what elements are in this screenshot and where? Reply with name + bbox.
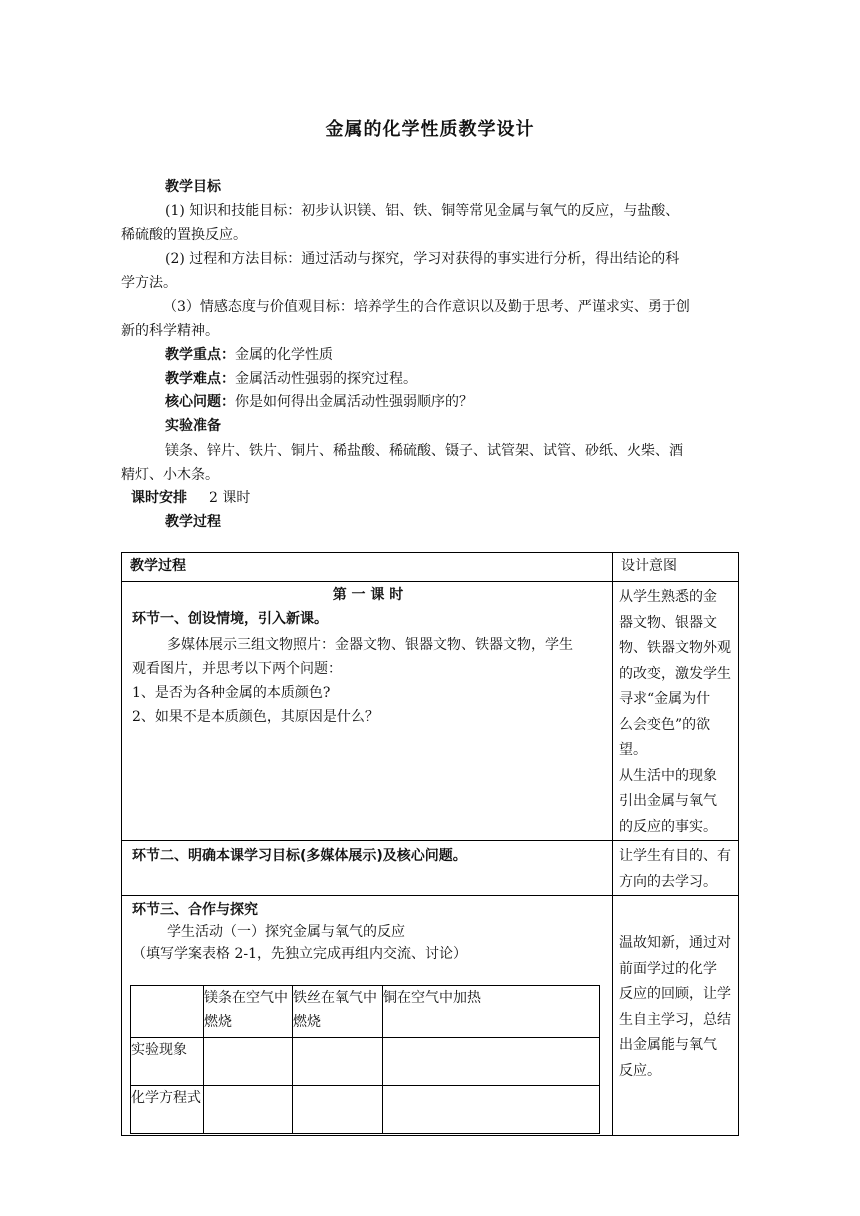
- objective-1-line-2: 稀硫酸的置换反应。: [121, 227, 247, 243]
- design-1-line: 引出金属与氧气: [619, 793, 717, 809]
- design-1-line: 器文物、银器文: [619, 614, 717, 631]
- design-1-line: 的改变，激发学生: [619, 665, 731, 682]
- design-1-line: 物、铁器文物外观: [619, 640, 731, 656]
- empty-cell: [204, 1086, 293, 1134]
- objective-2-line-1: (2) 过程和方法目标：通过活动与探究，学习对获得的事实进行分析，得出结论的科: [165, 251, 680, 267]
- prep-line-2: 精灯、小木条。: [121, 467, 219, 483]
- row-label-phenomenon: 实验现象: [131, 1038, 204, 1086]
- design-2-line: 方向的去学习。: [619, 873, 717, 890]
- objectives-heading: 教学目标: [165, 179, 221, 195]
- section-3-activity: 学生活动（一）探究金属与氧气的反应: [167, 924, 405, 940]
- design-1-line: 望。: [619, 742, 647, 758]
- objective-3-line-1: （3）情感态度与价值观目标：培养学生的合作意识以及勤于思考、严谨求实、勇于创: [163, 299, 690, 315]
- section-1-text-1: 多媒体展示三组文物照片：金器文物、银器文物、铁器文物，学生: [167, 637, 573, 653]
- process-heading: 教学过程: [165, 514, 221, 530]
- experiment-corner-cell: [131, 986, 204, 1038]
- schedule-label: 课时安排: [131, 490, 187, 506]
- experiment-table: [130, 985, 600, 1134]
- design-3-line: 反应。: [619, 1062, 661, 1079]
- section-2-design: [613, 841, 739, 896]
- empty-cell: [293, 1086, 383, 1134]
- section-2-cell: [122, 841, 613, 896]
- experiment-header-mg: 镁条在空气中燃烧: [204, 986, 293, 1038]
- section-1-text-2: 观看图片，并思考以下两个问题：: [132, 661, 342, 677]
- section-1-question-1: 1、是否为各种金属的本质颜色?: [132, 685, 331, 701]
- objective-1-line-1: (1) 知识和技能目标：初步认识镁、铝、铁、铜等常见金属与氧气的反应，与盐酸、: [165, 203, 680, 219]
- section-3-cell: [122, 896, 613, 1136]
- empty-cell: [383, 1038, 600, 1086]
- design-3-line: 温故知新，通过对: [619, 935, 731, 951]
- design-1-line: 么会变色”的欲: [619, 716, 711, 733]
- section-1-design: [613, 582, 739, 841]
- section-1-title: 环节一、创设情境，引入新课。: [132, 611, 328, 627]
- empty-cell: [293, 1038, 383, 1086]
- key-point: [165, 344, 333, 366]
- design-1-line: 的反应的事实。: [619, 818, 717, 835]
- difficulty-label: 教学难点：: [165, 371, 235, 387]
- design-2-line: 让学生有目的、有: [619, 848, 731, 864]
- section-1-cell: [122, 582, 613, 841]
- difficulty-value: 金属活动性强弱的探究过程。: [235, 371, 417, 387]
- col-header-process: 教学过程: [122, 553, 613, 582]
- design-3-line: 反应的回顾，让学: [619, 986, 731, 1002]
- section-2-title: 环节二、明确本课学习目标(多媒体展示)及核心问题。: [132, 848, 467, 864]
- design-3-line: 前面学过的化学: [619, 960, 717, 977]
- teaching-process-table: [121, 552, 739, 1136]
- design-1-line: 寻求“金属为什: [619, 691, 711, 707]
- experiment-header-cu: 铜在空气中加热: [383, 986, 600, 1038]
- section-1-question-2: 2、如果不是本质颜色，其原因是什么？: [132, 709, 379, 725]
- empty-cell: [383, 1086, 600, 1134]
- empty-cell: [204, 1038, 293, 1086]
- section-3-title: 环节三、合作与探究: [132, 902, 258, 918]
- col-header-design: 设计意图: [613, 553, 739, 582]
- objective-2-line-2: 学方法。: [121, 275, 177, 291]
- design-1-line: 从生活中的现象: [619, 767, 717, 784]
- core-question-label: 核心问题：: [165, 394, 235, 410]
- prep-line-1: 镁条、锌片、铁片、铜片、稀盐酸、稀硫酸、镊子、试管架、试管、砂纸、火柴、酒: [165, 443, 683, 459]
- design-3-line: 生自主学习，总结: [619, 1011, 731, 1028]
- core-question-value: 你是如何得出金属活动性强弱顺序的？: [235, 394, 473, 410]
- core-question: [165, 391, 473, 413]
- document-title: 金属的化学性质教学设计: [325, 119, 535, 140]
- difficulty: [165, 368, 417, 390]
- experiment-header-fe: 铁丝在氧气中燃烧: [293, 986, 383, 1038]
- objective-3-line-2: 新的科学精神。: [121, 323, 219, 339]
- key-point-value: 金属的化学性质: [235, 347, 333, 363]
- schedule: [131, 487, 250, 509]
- lesson-title: 第 一 课 时: [332, 587, 404, 603]
- key-point-label: 教学重点：: [165, 347, 235, 363]
- schedule-value: 2 课时: [209, 490, 251, 506]
- design-3-line: 出金属能与氧气: [619, 1037, 717, 1053]
- design-1-line: 从学生熟悉的金: [619, 589, 717, 605]
- section-3-note: （填写学案表格 2-1，先独立完成再组内交流、讨论）: [132, 946, 467, 962]
- prep-heading: 实验准备: [165, 418, 221, 434]
- section-3-design: [613, 896, 739, 1136]
- row-label-equation: 化学方程式: [131, 1086, 204, 1134]
